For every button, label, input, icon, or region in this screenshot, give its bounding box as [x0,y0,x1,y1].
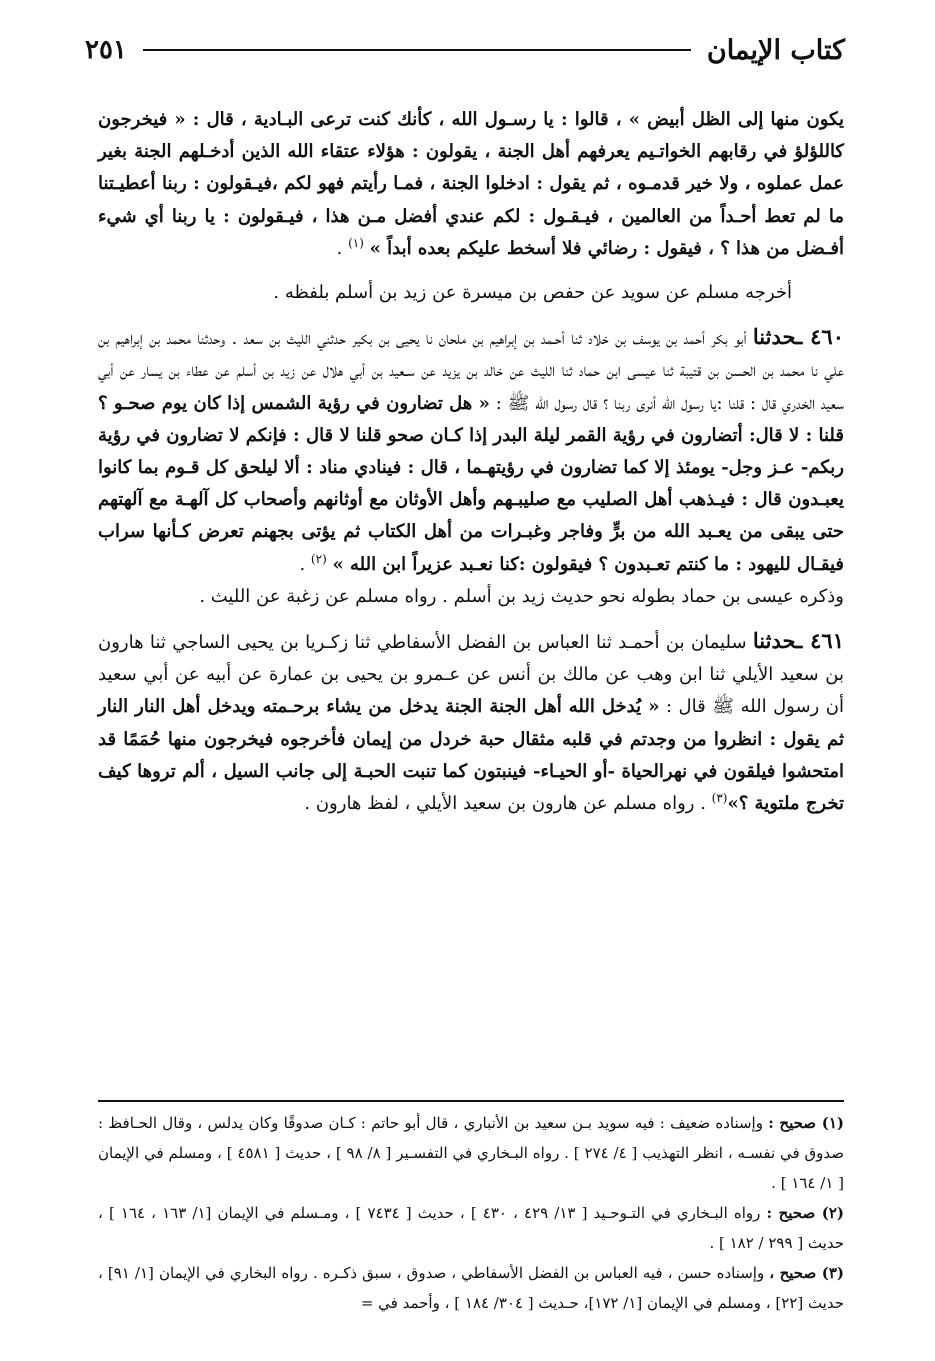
narration-tail: . رواه مسلم عن هارون بن سعيد الأيلي ، لفظ هارون . [304,793,706,815]
footnote-label: (٣) صحيح ، [769,1264,844,1282]
footnote-ref-3: (٣) [711,791,728,806]
footnote-text: وإسناده حسن ، فيه العباس بن الفضل الأسفاطي ، صدوق ، سبق ذكـره . رواه البخاري في الإيمان [١/ ٩١] ، حديث [٢٢] ، ومسلم في الإيمان [١/ ١٧٢]، حـديث [ ٣٠٤/ ١٨٤ ] ، وأحمد في = [98,1264,844,1312]
footnote-text: رواه البـخاري في التـوحـيد [ ١٣/ ٤٢٩ ، ٤٣٠ ] ، حديث [ ٧٤٣٤ ] ، ومـسلم في الإيمان [١/ ١٦٣ ، ١٦٤ ] ، حديث [ ٢٩٩ / ١٨٢ ] . [98,1204,844,1252]
footnote-text: وإسناده ضعيف : فيه سويد بـن سعيد بن الأنباري ، قال أبو حاتم : كـان صدوقًا وكان يدلس ، وقال الحـافظ : صدوق في نفسـه ، انظر التهذيب [ ٤/ ٢٧٤ ] . رواه البـخاري في التفسـير [ ٨/ ٩٨ ] ، حديث [ ٤٥٨١ ] ، ومسلم في الإيمان [ ١/ ١٦٤ ] . [98,1114,844,1192]
footnote-1 [98,1108,844,1198]
hadith-number: ٤٦٠ ـ [796,324,844,350]
hadith-text: « يُدخل الله أهل الجنة الجنة يدخل من يشاء برحـمته ويدخل أهل النار النار ثم يقول : انظروا من وجدتم في قلبه مثقال حبة خردل من إيمان فأخرجوه فيخرجون منها حُمَمًا قد امتحشوا فيلقون في نهرالحياة -أو الحيـاء- فينبتون كما تنبت الحبـة إلى جانب السيل ، ألم تروها كيف تخرج ملتوية ؟» [98,696,844,815]
footnote-ref-1: (١) [348,235,364,250]
isnad-text: أبو بكر أحمد بن يوسف بن خلاد ثنا أحـمد بن إبراهيم بن ملحان نا يحيى بن بكير حدثني الليث بن سعد . وحدثنا محمد بن إبراهيم بن علي نا محمد بن الحسن بن قتيبة ثنا عيسى ابن حماد ثنا الليث عن خالد بن يزيد عن سـعيد بن أبي هلال عن زيد بن أسلم عن عطاء بن يسار عن أبي سعيد الخدري قال : قلنا :يا رسول الله أنرى ربنا ؟ قال رسول الله ﷺ : [98,328,844,414]
page-number: ٢٥١ [85,35,127,65]
source-note: أخرجه مسلم عن سويد عن حفص بن ميسرة عن زيد بن أسلم بلفظه . [273,282,792,304]
haddathana-label: حدثنا [752,324,797,350]
footnote-2 [98,1198,844,1258]
hadith-text: « هل تضارون في رؤية الشمس إذا كان يوم صحـو ؟ قلنا : لا قال: أتضارون في رؤية القمر ليلة البدر إذا كـان صحو قلنا لا قال : فإنكم لا تضارون في رؤية ربكم- عـز وجل- يومئذ إلا كما تضارون في رؤيتهـما ، قال : فينادي مناد : ألا ليلحق كل قـوم بما كانوا يعبـدون قال : فيـذهب أهل الصليب مع صليبـهم وأهل الأوثان مع أوثانهم وأصحاب كل آلهـة مع آلهتهم حتى يبقى من يعـبد الله من برٍّ وفاجر وغبـرات من أهل الكتاب ثم يؤتى بجهنم تعرض كـأنها سراب فيقـال لليهود : ما كنتم تعـبدون ؟ فيقولون :كنا نعـبد عزيراً ابن الله » [98,392,844,575]
hadith-number: ٤٦١ ـ [796,628,844,654]
haddathana-label: حدثنا [752,628,797,654]
footnote-3 [98,1258,844,1318]
narration-note: وذكره عيسى بن حماد بطوله نحو حديث زيد بن أسلم . رواه مسلم عن زغبة عن الليث . [199,585,844,607]
hadith-461 [98,625,844,820]
running-header [85,30,845,70]
footnotes [98,1100,844,1318]
header-rule [143,49,691,51]
hadith-continuation: يكون منها إلى الظل أبيض » ، قالوا : يا رسـول الله ، كأنك كنت ترعى البـادية ، قال : « فيخرجون كاللؤلؤ في رقابهم الخواتـيم يعرفهم أهل الجنة ، يقولون : هؤلاء عتقاء الله الذين أدخـلهم الجنة بغير عمل عملوه ، ولا خير قدمـوه ، ثم يقول : ادخلوا الجنة ، فمـا رأيتم فهو لكم ،فيـقولون : ربنا أعطيـتنا ما لم تعط أحـداً من العالمين ، فيـقـول : لكم عندي أفضل مـن هذا ، فيـقولون : يا ربنا أي شيء أفـضل من هذا ؟ ، فيقول : رضائي فلا أسخط عليكم بعده أبداً » $^{(١)}$ . [98,109,844,259]
main-text [98,104,844,820]
chapter-title: كتاب الإيمان [706,34,845,66]
hadith-text: يكون منها إلى الظل أبيض » ، قالوا : يا رسـول الله ، كأنك كنت ترعى البـادية ، قال : « فيخرجون كاللؤلؤ في رقابهم الخواتـيم يعرفهم أهل الجنة ، يقولون : هؤلاء عتقاء الله الذين أدخـلهم الجنة بغير عمل عملوه ، ولا خير قدمـوه ، ثم يقول : ادخلوا الجنة ، فمـا رأيتم فهو لكم ،فيـقولون : ربنا أعطيـتنا ما لم تعط أحـداً من العالمين ، فيـقـول : لكم عندي أفضل مـن هذا ، فيـقولون : يا ربنا أي شيء أفـضل من هذا ؟ ، فيقول : رضائي فلا أسخط عليكم بعده أبداً » [98,109,844,259]
footnote-ref-2: (٢) [310,551,327,566]
isnad-text: سليمان بن أحمـد ثنا العباس بن الفضل الأسفاطي ثنا زكـريا بن يحيى الساجي ثنا هارون بن سعيد الأيلي ثنا ابن وهب عن مالك بن أنس عن عـمرو بن يحيى بن عمارة عن أبيه عن أبي سعيد أن رسول الله ﷺ قال : [98,632,844,718]
hadith-460: ٤٦٠ ـحدثنا أبو بكر أحمد بن يوسف بن خلاد ثنا أحـمد بن إبراهيم بن ملحان نا يحيى بن بكير حدثني الليث بن سعد . وحدثنا محمد بن إبراهيم بن علي نا محمد بن الحسن بن قتيبة ثنا عيسى ابن حماد ثنا الليث عن خالد بن يزيد عن سـعيد بن أبي هلال عن زيد بن أسلم عن عطاء بن يسار عن أبي سعيد الخدري قال : قلنا :يا رسول الله أنرى ربنا ؟ قال رسول الله ﷺ : « هل تضارون في رؤية الشمس إذا كان يوم صحـو ؟ قلنا : لا قال: أتضارون في رؤية القمر ليلة البدر إذا كـان صحو قلنا لا قال : فإنكم لا تضارون في رؤية ربكم- عـز وجل- يومئذ إلا كما تضارون في رؤيتهـما ، قال : فينادي مناد : ألا ليلحق كل قـوم بما كانوا يعبـدون قال : فيـذهب أهل الصليب مع صليبـهم وأهل الأوثان مع أوثانهم وأصحاب كل آلهـة مع آلهتهم حتى يبقى من يعـبد الله من برٍّ وفاجر وغبـرات من أهل الكتاب ثم يؤتى بجهنم تعرض كـأنها سراب فيقـال لليهود : ما كنتم تعـبدون ؟ فيقولون :كنا نعـبد عزيراً ابن الله » $^{(٢)}$ . [98,324,844,575]
footnote-label: (٢) صحيح : [766,1204,845,1222]
footnote-label: (١) صحيح : [768,1114,844,1132]
